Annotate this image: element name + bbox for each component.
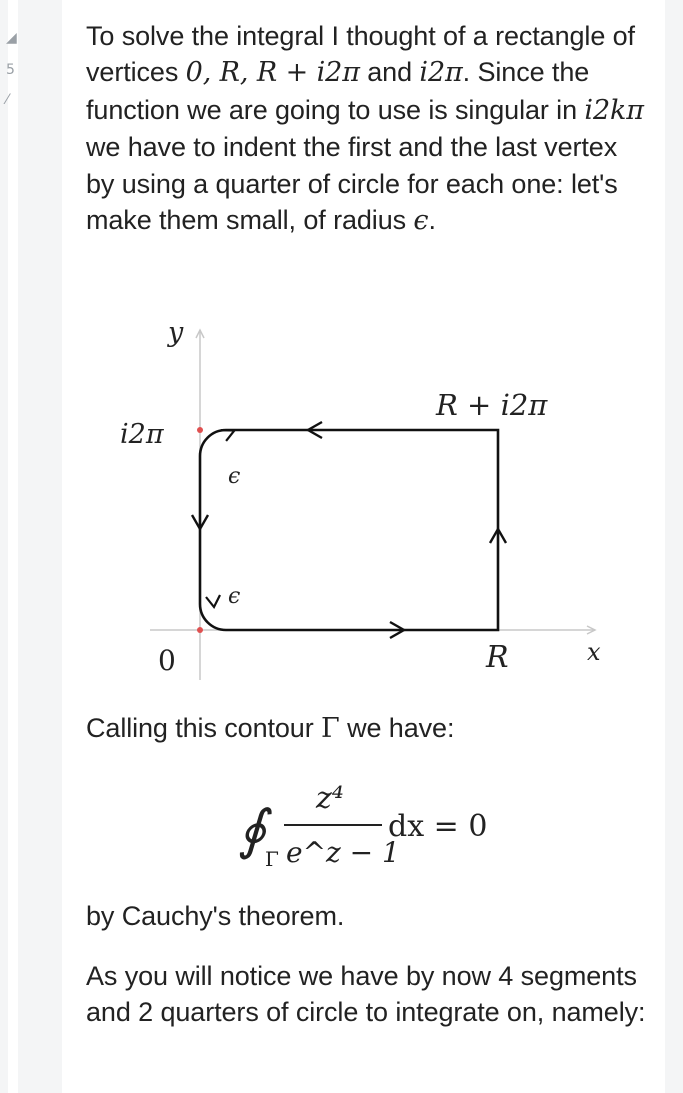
intro-text-2: and [359,57,420,88]
fraction-denominator: e^z − 1 [286,836,400,869]
label-i2pi: i2π [120,419,164,450]
vote-up-icon[interactable]: ◢ [6,30,17,46]
y-axis-label: y [168,317,184,348]
equation-tail: dx = 0 [388,809,488,844]
pole-i2pi [197,427,203,433]
vote-down-icon[interactable]: ⁄ [6,92,9,108]
rail-edge [8,0,18,1093]
label-epsilon-bottom: ϵ [228,584,241,609]
math-epsilon: ϵ [413,205,429,237]
fraction-numerator: z⁴ [316,781,344,816]
right-sidebar-rail [665,0,683,1093]
paragraph-cauchy: by Cauchy's theorem. [86,901,345,931]
label-R-plus-i2pi: R + i2π [436,388,548,422]
contour-gamma [200,430,498,630]
left-sidebar-rail [0,0,62,1093]
arrow-top-arc [221,425,237,441]
vote-count: 5 [6,62,15,78]
label-epsilon-top: ϵ [228,464,241,489]
integral-subscript: Γ [265,847,279,871]
arrow-bottom-arc [206,595,220,607]
label-zero: 0 [158,644,176,677]
paragraph-contour [86,710,454,747]
contour-diagram [110,305,610,685]
x-axis-label: x [587,638,601,666]
pole-origin [197,627,203,633]
paragraph-segments: As you will notice we have by now 4 segments and 2 quarters of circle to integrate on, namely: [86,961,646,1028]
paragraph-intro [86,18,646,239]
label-R: R [486,640,509,675]
intro-text-1: To solve the integral I thought of a rectangle of vertices [86,21,635,88]
intro-text-4: we have to indent the first and the last vertex by using a quarter of circle for each one: let's make them small, of radius [86,132,618,236]
intro-text-5: . [428,205,436,236]
math-i2pi: i2π [419,57,463,89]
math-i2kpi: i2kπ [584,94,644,126]
integral-equation [230,770,530,880]
contour-integral-sign: ∮ [238,798,267,861]
contour-text-1: Calling this contour [86,713,322,743]
math-gamma: Γ [321,713,340,744]
intro-text-3: . Since the function we are going to use is singular in [86,57,590,125]
contour-text-2: we have: [339,713,455,743]
math-vertices: 0, R, R + i2π [185,57,360,89]
